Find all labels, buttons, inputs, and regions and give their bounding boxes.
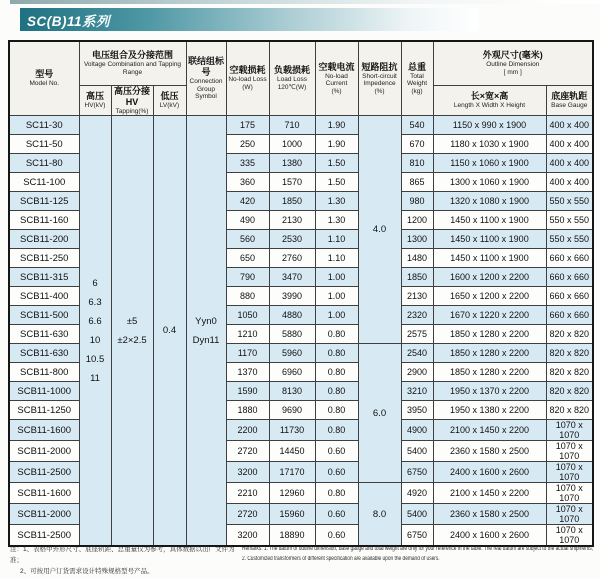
cell-no-load-loss: 1210 [226, 325, 269, 344]
cell-load-loss: 5880 [269, 325, 315, 344]
cell-no-load-current: 0.80 [315, 420, 358, 441]
cell-base-gauge: 550 x 550 [546, 192, 593, 211]
cell-no-load-current: 1.00 [315, 268, 358, 287]
merged-value: 6 [92, 277, 98, 289]
cell-model: SCB11-500 [9, 306, 79, 325]
cell-no-load-loss: 3200 [226, 462, 269, 483]
cell-weight: 1300 [401, 230, 433, 249]
cell-no-load-loss: 2210 [226, 483, 269, 504]
cell-no-load-loss: 360 [226, 173, 269, 192]
cell-weight: 2320 [401, 306, 433, 325]
cell-model: SCB11-1000 [9, 382, 79, 401]
header-outline-zh: 外观尺寸(毫米) [482, 50, 543, 60]
cell-no-load-current: 0.80 [315, 363, 358, 382]
cell-weight: 865 [401, 173, 433, 192]
cell-impedance: 8.0 [358, 483, 401, 547]
cell-weight: 6750 [401, 462, 433, 483]
cell-model: SC11-100 [9, 173, 79, 192]
cell-no-load-loss: 250 [226, 135, 269, 154]
cell-no-load-loss: 490 [226, 211, 269, 230]
cell-weight: 5400 [401, 441, 433, 462]
header-base-gauge [546, 85, 593, 116]
cell-no-load-current: 0.60 [315, 462, 358, 483]
series-title-bar [20, 8, 478, 31]
cell-no-load-current: 0.80 [315, 325, 358, 344]
cell-weight: 1480 [401, 249, 433, 268]
cell-load-loss: 9690 [269, 401, 315, 420]
cell-base-gauge: 550 x 550 [546, 211, 593, 230]
cell-base-gauge: 1070 x 1070 [546, 483, 593, 504]
merged-value: 6.3 [88, 296, 102, 308]
cell-dimension: 2400 x 1600 x 2600 [433, 525, 546, 547]
cell-load-loss: 1000 [269, 135, 315, 154]
cell-dimension: 1320 x 1080 x 1900 [433, 192, 546, 211]
footer-zh-line2: 2、可按用户订货需求设计特殊规格型号产品。 [20, 568, 154, 575]
merged-value: 10.5 [85, 353, 105, 365]
cell-model: SCB11-125 [9, 192, 79, 211]
header-voltage-group-zh: 电压组合及分接范围 [91, 50, 173, 61]
cell-weight: 2130 [401, 287, 433, 306]
cell-connection-values [186, 116, 226, 547]
cell-model: SCB11-2500 [9, 462, 79, 483]
cell-model: SCB11-315 [9, 268, 79, 287]
cell-model: SCB11-630 [9, 344, 79, 363]
cell-no-load-loss: 2200 [226, 420, 269, 441]
cell-no-load-current: 0.80 [315, 483, 358, 504]
cell-base-gauge: 820 x 820 [546, 325, 593, 344]
header-impedance-en: Short-circuit Impedence [362, 72, 397, 87]
cell-impedance: 6.0 [358, 344, 401, 483]
cell-load-loss: 1570 [269, 173, 315, 192]
header-voltage-group-en: Voltage Combination and Tapping Range [83, 61, 182, 76]
cell-dimension: 1850 x 1280 x 2200 [433, 325, 546, 344]
cell-load-loss: 1850 [269, 192, 315, 211]
cell-model: SCB11-2500 [9, 525, 79, 547]
header-lwh [433, 85, 546, 116]
header-lv-en: LV(kV) [159, 102, 180, 109]
cell-no-load-loss: 1590 [226, 382, 269, 401]
cell-load-loss: 17170 [269, 462, 315, 483]
cell-weight: 810 [401, 154, 433, 173]
cell-base-gauge: 1070 x 1070 [546, 525, 593, 547]
cell-weight: 2575 [401, 325, 433, 344]
cell-no-load-current: 0.80 [315, 401, 358, 420]
cell-load-loss: 6960 [269, 363, 315, 382]
cell-dimension: 1150 x 990 x 1900 [433, 116, 546, 135]
cell-dimension: 1300 x 1060 x 1900 [433, 173, 546, 192]
cell-no-load-loss: 1170 [226, 344, 269, 363]
header-load-loss-unit: 120℃(W) [277, 83, 307, 91]
cell-no-load-current: 1.00 [315, 287, 358, 306]
cell-load-loss: 18890 [269, 525, 315, 547]
cell-no-load-loss: 335 [226, 154, 269, 173]
header-no-load-current-unit: (%) [331, 87, 342, 95]
header-connection-en: Connection Group Symbol [189, 78, 223, 101]
cell-model: SCB11-400 [9, 287, 79, 306]
header-no-load-loss-en: No-load Loss [228, 76, 267, 84]
cell-weight: 2540 [401, 344, 433, 363]
cell-lv-value [153, 116, 186, 547]
header-model-zh: 型号 [35, 69, 54, 80]
cell-weight: 3950 [401, 401, 433, 420]
header-load-loss-en: Load Loss [277, 76, 307, 84]
cell-load-loss: 12960 [269, 483, 315, 504]
cell-load-loss: 710 [269, 116, 315, 135]
header-hv-zh: 高压 [85, 91, 104, 101]
cell-no-load-current: 0.60 [315, 504, 358, 525]
cell-no-load-loss: 2720 [226, 504, 269, 525]
cell-dimension: 1180 x 1030 x 1900 [433, 135, 546, 154]
cell-model: SC11-50 [9, 135, 79, 154]
cell-dimension: 1850 x 1280 x 2200 [433, 363, 546, 382]
header-no-load-current [315, 41, 358, 116]
footer-notes-english [242, 544, 596, 577]
cell-impedance: 4.0 [358, 116, 401, 344]
transformer-spec-table [8, 40, 594, 547]
cell-no-load-current: 1.10 [315, 230, 358, 249]
cell-base-gauge: 1070 x 1070 [546, 441, 593, 462]
cell-model: SCB11-630 [9, 325, 79, 344]
cell-load-loss: 3470 [269, 268, 315, 287]
cell-base-gauge: 660 x 660 [546, 249, 593, 268]
header-voltage-group [79, 41, 186, 85]
header-no-load-loss [226, 41, 269, 116]
cell-model: SCB11-160 [9, 211, 79, 230]
cell-no-load-loss: 2720 [226, 441, 269, 462]
cell-base-gauge: 1070 x 1070 [546, 462, 593, 483]
cell-dimension: 1600 x 1200 x 2200 [433, 268, 546, 287]
header-no-load-loss-unit: (W) [242, 83, 253, 91]
cell-hv-values [79, 116, 111, 547]
merged-value: 0.4 [162, 325, 177, 336]
cell-model: SCB11-2000 [9, 504, 79, 525]
table-row [9, 116, 593, 135]
cell-weight: 1850 [401, 268, 433, 287]
header-outline-en: Outline Dimension [486, 61, 540, 68]
cell-no-load-loss: 790 [226, 268, 269, 287]
cell-base-gauge: 820 x 820 [546, 344, 593, 363]
cell-weight: 540 [401, 116, 433, 135]
cell-dimension: 1850 x 1280 x 2200 [433, 344, 546, 363]
header-impedance [358, 41, 401, 116]
cell-load-loss: 14450 [269, 441, 315, 462]
cell-dimension: 2360 x 1580 x 2500 [433, 504, 546, 525]
cell-load-loss: 2760 [269, 249, 315, 268]
cell-tapping-values [111, 116, 153, 547]
cell-no-load-loss: 880 [226, 287, 269, 306]
cell-base-gauge: 400 x 400 [546, 154, 593, 173]
header-lwh-zh: 长×宽×高 [470, 91, 509, 101]
cell-load-loss: 15960 [269, 504, 315, 525]
cell-weight: 6750 [401, 525, 433, 547]
merged-value: ±5 [126, 315, 138, 327]
cell-dimension: 1450 x 1100 x 1900 [433, 249, 546, 268]
cell-weight: 2900 [401, 363, 433, 382]
header-base-gauge-en: Base Gauge [551, 102, 588, 109]
cell-no-load-loss: 1880 [226, 401, 269, 420]
cell-dimension: 1450 x 1100 x 1900 [433, 230, 546, 249]
cell-weight: 5400 [401, 504, 433, 525]
header-tapping-en: Tapping(%) [115, 107, 149, 115]
header-no-load-loss-zh: 空载损耗 [229, 65, 266, 76]
cell-base-gauge: 1070 x 1070 [546, 504, 593, 525]
cell-model: SC11-30 [9, 116, 79, 135]
cell-no-load-current: 1.50 [315, 154, 358, 173]
footer-notes-chinese [10, 544, 238, 577]
cell-base-gauge: 820 x 820 [546, 401, 593, 420]
cell-load-loss: 5960 [269, 344, 315, 363]
cell-weight: 670 [401, 135, 433, 154]
footer-zh-line1: 注：1、表格中外形尺寸、底座轨距、总重量仅为参考，具体数据以出厂文件为准； [10, 546, 235, 564]
merged-value: 6.6 [88, 315, 102, 327]
header-weight-en: Total Weight [406, 72, 428, 87]
cell-no-load-loss: 650 [226, 249, 269, 268]
cell-no-load-current: 0.60 [315, 441, 358, 462]
cell-no-load-loss: 3200 [226, 525, 269, 547]
header-outline-dimension [433, 41, 593, 85]
cell-no-load-current: 1.10 [315, 249, 358, 268]
header-impedance-unit: (%) [374, 87, 385, 95]
cell-base-gauge: 820 x 820 [546, 382, 593, 401]
cell-no-load-current: 1.30 [315, 192, 358, 211]
header-model [9, 41, 79, 116]
cell-base-gauge: 550 x 550 [546, 230, 593, 249]
header-impedance-zh: 短路阻抗 [361, 61, 398, 72]
cell-no-load-loss: 1050 [226, 306, 269, 325]
cell-dimension: 1950 x 1370 x 2200 [433, 382, 546, 401]
cell-dimension: 2100 x 1450 x 2200 [433, 483, 546, 504]
merged-value: 11 [90, 372, 100, 384]
cell-no-load-current: 0.80 [315, 344, 358, 363]
header-tapping-zh: 高压分接HV [113, 85, 150, 107]
cell-weight: 3210 [401, 382, 433, 401]
cell-no-load-current: 1.30 [315, 211, 358, 230]
cell-load-loss: 8130 [269, 382, 315, 401]
cell-base-gauge: 660 x 660 [546, 306, 593, 325]
cell-load-loss: 4880 [269, 306, 315, 325]
cell-no-load-current: 1.50 [315, 173, 358, 192]
cell-dimension: 1450 x 1100 x 1900 [433, 211, 546, 230]
header-base-gauge-zh: 底座轨距 [551, 91, 588, 101]
header-lv [153, 85, 186, 116]
cell-dimension: 1150 x 1060 x 1900 [433, 154, 546, 173]
cell-model: SCB11-250 [9, 249, 79, 268]
cell-load-loss: 11730 [269, 420, 315, 441]
cell-load-loss: 3990 [269, 287, 315, 306]
header-connection [186, 41, 226, 116]
header-hv-en: HV(kV) [84, 102, 106, 109]
cell-dimension: 1650 x 1200 x 2200 [433, 287, 546, 306]
cell-model: SCB11-1600 [9, 483, 79, 504]
merged-value: 10 [89, 334, 101, 346]
cell-base-gauge: 820 x 820 [546, 363, 593, 382]
cell-model: SCB11-1600 [9, 420, 79, 441]
header-weight-unit: (kg) [411, 87, 423, 95]
cell-load-loss: 2530 [269, 230, 315, 249]
cell-weight: 4920 [401, 483, 433, 504]
cell-load-loss: 1380 [269, 154, 315, 173]
footer-notes [10, 544, 596, 577]
cell-no-load-current: 1.90 [315, 135, 358, 154]
cell-no-load-loss: 420 [226, 192, 269, 211]
merged-value: ±2×2.5 [117, 334, 147, 346]
cell-no-load-loss: 1370 [226, 363, 269, 382]
cell-weight: 4900 [401, 420, 433, 441]
cell-model: SCB11-1250 [9, 401, 79, 420]
cell-model: SCB11-800 [9, 363, 79, 382]
header-tapping [111, 85, 153, 116]
cell-dimension: 1950 x 1380 x 2200 [433, 401, 546, 420]
cell-base-gauge: 1070 x 1070 [546, 420, 593, 441]
page-title: SC(B)11系列 [27, 13, 111, 29]
cell-base-gauge: 400 x 400 [546, 135, 593, 154]
header-lwh-en: Length X Width X Height [453, 102, 526, 109]
header-load-loss-zh: 负载损耗 [273, 65, 310, 76]
header-weight-zh: 总重 [407, 61, 426, 72]
cell-base-gauge: 660 x 660 [546, 268, 593, 287]
header-outline-unit: [ mm ] [503, 68, 522, 76]
cell-base-gauge: 400 x 400 [546, 173, 593, 192]
cell-model: SCB11-200 [9, 230, 79, 249]
cell-dimension: 1670 x 1220 x 2200 [433, 306, 546, 325]
cell-no-load-loss: 560 [226, 230, 269, 249]
header-connection-zh: 联结组标号 [187, 56, 224, 78]
cell-model: SC11-80 [9, 154, 79, 173]
cell-base-gauge: 660 x 660 [546, 287, 593, 306]
cell-weight: 980 [401, 192, 433, 211]
cell-weight: 1200 [401, 211, 433, 230]
header-no-load-current-en: No-load Current [325, 72, 348, 87]
header-weight [401, 41, 433, 116]
cell-no-load-current: 1.00 [315, 306, 358, 325]
header-lv-zh: 低压 [160, 91, 179, 101]
cell-model: SCB11-2000 [9, 441, 79, 462]
header-model-en: Model No. [29, 80, 60, 88]
cell-no-load-current: 0.80 [315, 382, 358, 401]
cell-no-load-current: 0.60 [315, 525, 358, 547]
cell-dimension: 2400 x 1600 x 2600 [433, 462, 546, 483]
header-hv [79, 85, 111, 116]
cell-load-loss: 2130 [269, 211, 315, 230]
cell-dimension: 2100 x 1450 x 2200 [433, 420, 546, 441]
footer-en-line1: Remarks: 1. The datum of outline dimension, base gauge and total weight are only for your reference in the table. The real datum are subject to the actual shipments; [242, 546, 593, 552]
cell-base-gauge: 400 x 400 [546, 116, 593, 135]
merged-value: Dyn11 [192, 334, 220, 346]
footer-en-line2: 2. Customized transformers of different specification are available upon the demand of users. [242, 556, 440, 562]
cell-no-load-loss: 175 [226, 116, 269, 135]
header-load-loss [269, 41, 315, 116]
top-accent-strip [10, 0, 600, 4]
cell-dimension: 2360 x 1580 x 2500 [433, 441, 546, 462]
header-no-load-current-zh: 空载电流 [318, 61, 355, 72]
cell-no-load-current: 1.90 [315, 116, 358, 135]
merged-value: Yyn0 [195, 315, 217, 327]
